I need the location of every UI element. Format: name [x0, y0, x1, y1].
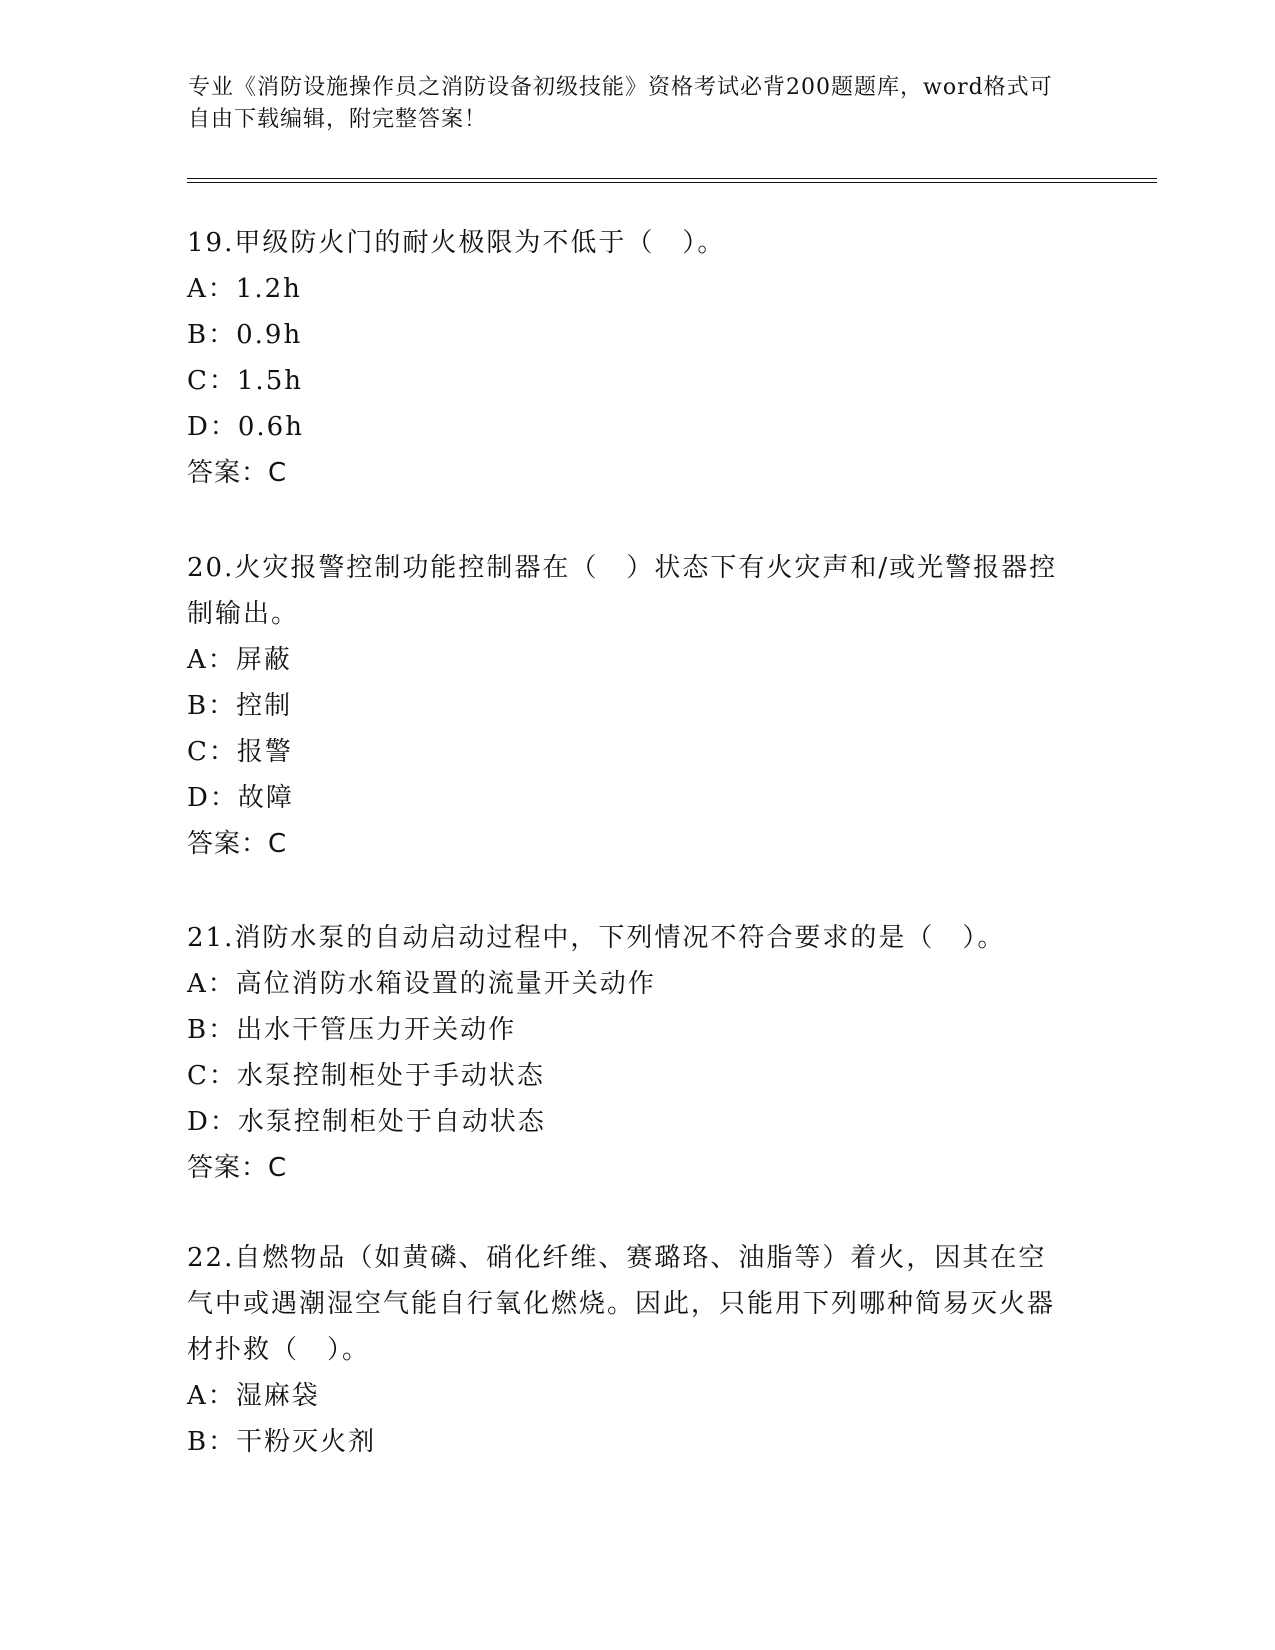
document-header: 专业《消防设施操作员之消防设备初级技能》资格考试必背200题题库，word格式可自由下载编辑，附完整答案！	[188, 75, 1053, 132]
question-stem: 20.火灾报警控制功能控制器在（ ）状态下有火灾声和/或光警报器控制输出。	[187, 553, 1058, 629]
option-a: A：高位消防水箱设置的流量开关动作	[187, 969, 656, 999]
option-d: D：故障	[187, 783, 294, 813]
question-stem: 21.消防水泵的自动启动过程中，下列情况不符合要求的是（ ）。	[187, 923, 1006, 953]
question-stem: 19.甲级防火门的耐火极限为不低于（ ）。	[187, 228, 726, 258]
question-21	[187, 915, 1067, 1191]
option-d: D：0.6h	[187, 412, 304, 442]
option-c: C：水泵控制柜处于手动状态	[187, 1061, 545, 1091]
answer: 答案：C	[187, 458, 288, 488]
option-b: B：0.9h	[187, 320, 303, 350]
option-c: C：1.5h	[187, 366, 303, 396]
answer: 答案：C	[187, 1153, 288, 1183]
option-d: D：水泵控制柜处于自动状态	[187, 1107, 546, 1137]
question-22	[187, 1235, 1067, 1465]
option-a: A：屏蔽	[187, 645, 292, 675]
option-b: B：出水干管压力开关动作	[187, 1015, 517, 1045]
question-stem: 22.自燃物品（如黄磷、硝化纤维、赛璐珞、油脂等）着火，因其在空气中或遇潮湿空气能自行氧化燃烧。因此，只能用下列哪种简易灭火器材扑救（ ）。	[187, 1243, 1056, 1365]
option-a: A：湿麻袋	[187, 1381, 320, 1411]
option-a: A：1.2h	[187, 274, 302, 304]
option-c: C：报警	[187, 737, 293, 767]
question-20	[187, 545, 1067, 867]
question-19	[187, 220, 1067, 496]
answer: 答案：C	[187, 829, 288, 859]
option-b: B：控制	[187, 691, 293, 721]
header-divider	[187, 178, 1157, 183]
option-b: B：干粉灭火剂	[187, 1427, 377, 1457]
